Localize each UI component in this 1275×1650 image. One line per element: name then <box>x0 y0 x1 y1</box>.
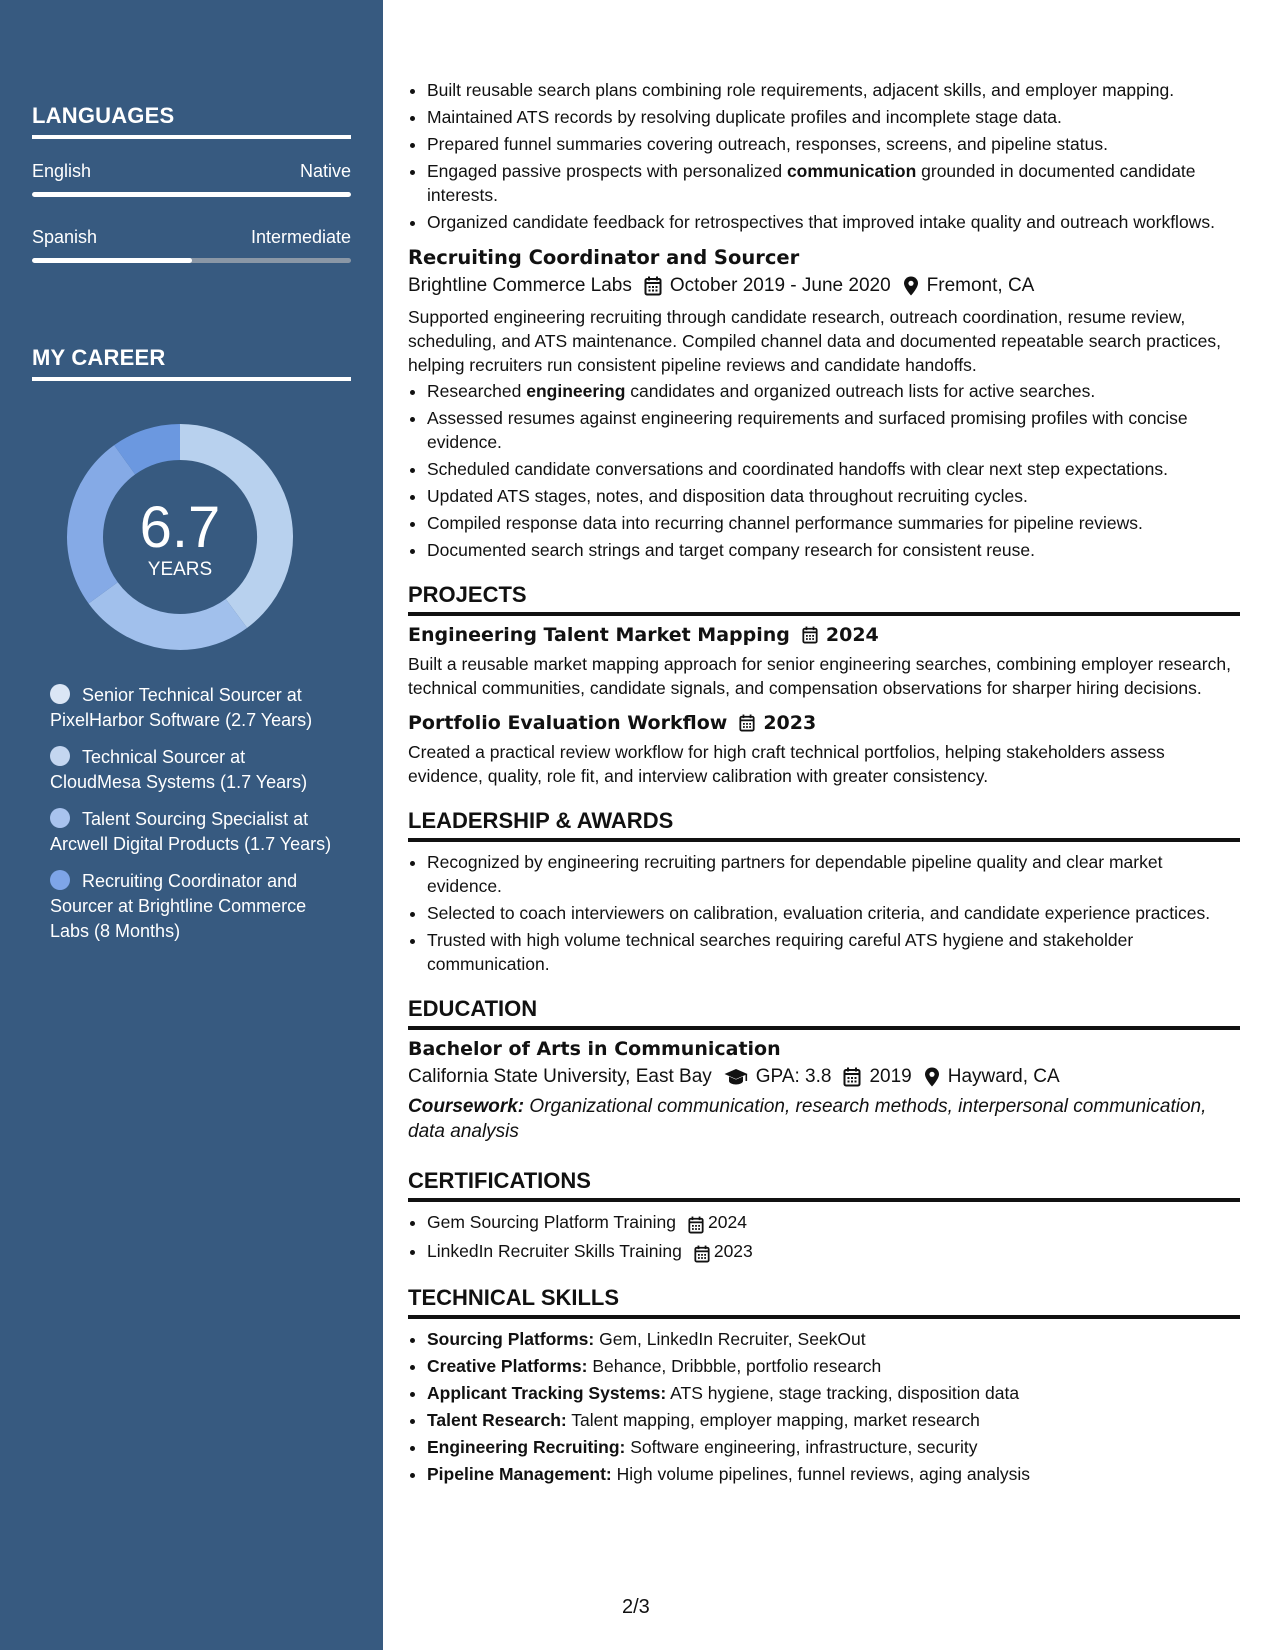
bullet-item <box>427 159 1240 207</box>
education-heading: EDUCATION <box>408 996 1240 1030</box>
bullet-item: • Built reusable search plans combining role requirements, adjacent skills, and employer mapping. <box>427 78 1240 102</box>
career-item-text: Talent Sourcing Specialist at Arcwell Digital Products (1.7 Years) <box>50 809 332 854</box>
project-year: 2023 <box>763 712 817 734</box>
career-dot-icon <box>50 808 70 828</box>
skills-list <box>408 1327 1240 1486</box>
school-name: California State University, East Bay <box>408 1066 712 1087</box>
bullet-text: Engaged passive prospects with personalized <box>427 161 787 181</box>
bullet-item: • Organized candidate feedback for retrospectives that improved intake quality and outreach workflows. <box>427 210 1240 234</box>
calendar-icon <box>688 1212 704 1236</box>
education-meta <box>408 1066 1240 1088</box>
skill-category: Pipeline Management: <box>427 1464 612 1484</box>
gpa: GPA: 3.8 <box>755 1066 832 1087</box>
language-proficiency-fill <box>32 192 351 197</box>
career-item-text: Senior Technical Sourcer at PixelHarbor Software (2.7 Years) <box>50 685 313 730</box>
language-row <box>32 161 351 182</box>
skill-category: Creative Platforms: <box>427 1356 588 1376</box>
career-donut-chart <box>66 423 294 651</box>
total-years-unit: YEARS <box>147 559 213 580</box>
project-title-row <box>408 624 1240 646</box>
calendar-icon <box>694 1241 710 1265</box>
bullet-item: • Selected to coach interviewers on calibration, evaluation criteria, and candidate experience practices. <box>427 901 1240 925</box>
bullet-item: • Documented search strings and target company research for consistent reuse. <box>427 538 1240 562</box>
skill-values: ATS hygiene, stage tracking, disposition data <box>666 1383 1020 1403</box>
bullet-item: • Prepared funnel summaries covering outreach, responses, screens, and pipeline status. <box>427 132 1240 156</box>
previous-job-bullets <box>408 78 1240 234</box>
main-content <box>408 78 1240 1489</box>
bullet-item: • Updated ATS stages, notes, and disposition data throughout recruiting cycles. <box>427 484 1240 508</box>
career-item <box>50 745 340 795</box>
project-description: Built a reusable market mapping approach for senior engineering searches, combining employer research, technical communities, candidate signals, and compensation observations for sharper hiring decisions. <box>408 654 1231 698</box>
certification-year: 2024 <box>708 1212 747 1232</box>
career-item <box>50 807 340 857</box>
bullet-item: • Recognized by engineering recruiting partners for dependable pipeline quality and clear market evidence. <box>427 850 1240 898</box>
coursework-label: Coursework: <box>408 1096 525 1117</box>
language-list <box>32 161 351 263</box>
skill-item <box>427 1435 1240 1459</box>
skill-item <box>427 1354 1240 1378</box>
skill-category: Applicant Tracking Systems: <box>427 1383 667 1403</box>
bullet-text: candidates and organized outreach lists for active searches. <box>625 381 1096 401</box>
bullet-bold-keyword: engineering <box>526 381 626 401</box>
bullet-bold-keyword: communication <box>786 161 917 181</box>
language-name: English <box>32 161 92 181</box>
career-dot-icon <box>50 746 70 766</box>
bullet-text: Researched <box>427 381 527 401</box>
skills-heading: TECHNICAL SKILLS <box>408 1285 1240 1319</box>
languages-section <box>32 103 351 263</box>
page-number: 2/3 <box>622 1596 650 1618</box>
location-pin-icon <box>903 276 919 296</box>
career-dot-icon <box>50 870 70 890</box>
skill-values: High volume pipelines, funnel reviews, aging analysis <box>611 1464 1031 1484</box>
projects-heading: PROJECTS <box>408 582 1240 616</box>
language-proficiency-bar <box>32 192 351 197</box>
language-level: Native <box>299 161 351 181</box>
project-year: 2024 <box>825 624 879 646</box>
school-location: Hayward, CA <box>947 1066 1060 1087</box>
skill-category: Talent Research: <box>427 1410 567 1430</box>
skill-item <box>427 1327 1240 1351</box>
skill-category: Engineering Recruiting: <box>427 1437 626 1457</box>
certification-year: 2023 <box>713 1241 753 1261</box>
bullet-text: grounded in documented candidate interests. <box>427 161 1196 205</box>
skill-item <box>427 1381 1240 1405</box>
job-dates: October 2019 - June 2020 <box>669 275 891 296</box>
calendar-icon <box>802 626 818 644</box>
certification-name: Gem Sourcing Platform Training <box>427 1212 676 1232</box>
donut-center <box>66 423 294 651</box>
career-section <box>32 345 351 381</box>
job-meta <box>408 275 1240 297</box>
skill-item <box>427 1462 1240 1486</box>
career-dot-icon <box>50 684 70 704</box>
language-name: Spanish <box>32 227 98 247</box>
career-item <box>50 869 340 944</box>
job-location: Fremont, CA <box>926 275 1035 296</box>
location-pin-icon <box>924 1067 940 1087</box>
project-title: Engineering Talent Market Mapping <box>408 624 790 646</box>
bullet-item: • Maintained ATS records by resolving duplicate profiles and incomplete stage data. <box>427 105 1240 129</box>
graduation-year: 2019 <box>869 1066 912 1087</box>
skill-category: Sourcing Platforms: <box>427 1329 595 1349</box>
career-item <box>50 683 340 733</box>
certifications-list <box>408 1210 1240 1265</box>
graduation-cap-icon <box>724 1068 748 1086</box>
calendar-icon <box>644 276 662 296</box>
career-item-text: Technical Sourcer at CloudMesa Systems (1.7 Years) <box>50 747 308 792</box>
degree-title: Bachelor of Arts in Communication <box>408 1038 781 1060</box>
calendar-icon <box>843 1067 861 1087</box>
leadership-list <box>408 850 1240 976</box>
leadership-heading: LEADERSHIP & AWARDS <box>408 808 1240 842</box>
bullet-item: • Scheduled candidate conversations and coordinated handoffs with clear next step expectations. <box>427 457 1240 481</box>
certification-item <box>427 1239 1240 1265</box>
skill-values: Talent mapping, employer mapping, market research <box>566 1410 980 1430</box>
coursework <box>408 1094 1240 1144</box>
skill-values: Behance, Dribbble, portfolio research <box>587 1356 882 1376</box>
job-company: Brightline Commerce Labs <box>408 275 632 296</box>
career-list <box>50 683 340 956</box>
project-title: Portfolio Evaluation Workflow <box>408 712 728 734</box>
coursework-text: Organizational communication, research methods, interpersonal communication, data analysis <box>408 1096 1207 1142</box>
bullet-item: • Assessed resumes against engineering requirements and surfaced promising profiles with concise evidence. <box>427 406 1240 454</box>
languages-heading: LANGUAGES <box>32 103 351 139</box>
job-bullets <box>408 379 1240 562</box>
certification-name: LinkedIn Recruiter Skills Training <box>427 1241 682 1261</box>
calendar-icon <box>739 714 755 732</box>
certification-item <box>427 1210 1240 1236</box>
language-proficiency-fill <box>32 258 192 263</box>
project-description: Created a practical review workflow for high craft technical portfolios, helping stakeholders assess evidence, quality, role fit, and interview calibration with greater consistency. <box>408 742 1165 786</box>
career-heading: MY CAREER <box>32 345 351 381</box>
language-proficiency-bar <box>32 258 351 263</box>
total-years-number: 6.7 <box>139 495 221 560</box>
sidebar <box>0 0 383 1650</box>
skill-values: Gem, LinkedIn Recruiter, SeekOut <box>594 1329 866 1349</box>
bullet-item <box>427 379 1240 403</box>
bullet-item: • Trusted with high volume technical searches requiring careful ATS hygiene and stakeholder communication. <box>427 928 1240 976</box>
job-title: Recruiting Coordinator and Sourcer <box>408 246 800 269</box>
language-level: Intermediate <box>250 227 351 247</box>
skill-item <box>427 1408 1240 1432</box>
job-summary: Supported engineering recruiting through candidate research, outreach coordination, resume review, scheduling, and ATS maintenance. Compiled channel data and documented repeatable search practices, helping recruiters run consistent pipeline reviews and candidate handoffs. <box>408 307 1221 375</box>
certifications-heading: CERTIFICATIONS <box>408 1168 1240 1202</box>
projects-list <box>408 624 1240 788</box>
project-title-row <box>408 712 1240 734</box>
language-row <box>32 227 351 248</box>
career-item-text: Recruiting Coordinator and Sourcer at Brightline Commerce Labs (8 Months) <box>50 871 307 941</box>
bullet-item: • Compiled response data into recurring channel performance summaries for pipeline reviews. <box>427 511 1240 535</box>
skill-values: Software engineering, infrastructure, security <box>625 1437 978 1457</box>
